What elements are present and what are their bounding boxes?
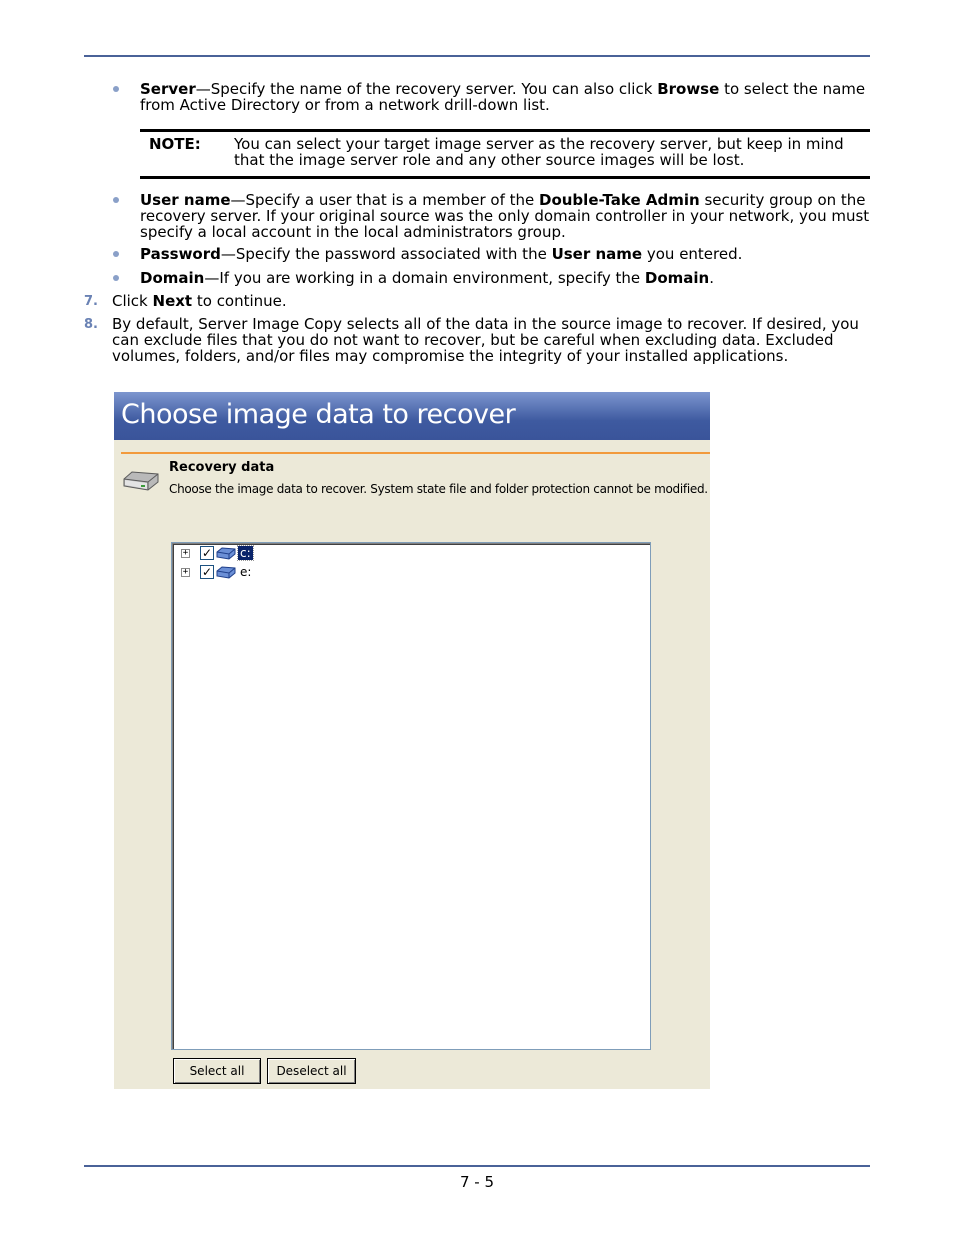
section-title: Recovery data: [169, 460, 275, 475]
page-number: 7 - 5: [459, 1173, 495, 1191]
tree-label[interactable]: e:: [240, 565, 252, 579]
drive-icon: [216, 566, 236, 583]
tree-label[interactable]: c:: [240, 546, 251, 560]
bullet-server: Server—Specify the name of the recovery server. You can also click Browse to select the name from Active Directory or from a network drill-down list.: [140, 80, 866, 114]
deselect-all-button[interactable]: Deselect all: [267, 1058, 356, 1084]
bullet-user-name: User name—Specify a user that is a member of the Double-Take Admin security group on the recovery server. If your original source was the only domain controller in your network, you must specify a local account in the local administrators group.: [140, 191, 870, 241]
hard-disk-icon: [122, 470, 160, 495]
bullet-password: Password—Specify the password associated with the User name you entered.: [140, 245, 743, 263]
wizard-header: [114, 392, 710, 440]
bullet-dot: [113, 251, 119, 257]
bullet-dot: [113, 197, 119, 203]
select-all-button[interactable]: Select all: [173, 1058, 261, 1084]
drive-icon: [216, 547, 236, 564]
section-description: Choose the image data to recover. System state file and folder protection cannot be modified.: [169, 482, 708, 496]
volume-checkbox[interactable]: ✓: [201, 565, 213, 579]
volume-checkbox[interactable]: ✓: [201, 546, 213, 560]
wizard-title: Choose image data to recover: [121, 399, 516, 430]
volume-tree[interactable]: [171, 542, 651, 1050]
section-divider: [121, 452, 710, 454]
recovery-data-screenshot: [114, 392, 710, 1089]
footer-rule: [84, 1165, 870, 1167]
tree-item-e[interactable]: [181, 564, 381, 582]
note-box: [140, 129, 870, 179]
step-number: 7.: [84, 294, 98, 309]
expand-icon[interactable]: +: [182, 567, 189, 577]
term: Server: [140, 80, 196, 98]
bullet-dot: [113, 86, 119, 92]
bullet-domain: Domain—If you are working in a domain environment, specify the Domain.: [140, 269, 714, 287]
step-number: 8.: [84, 317, 98, 332]
note-text: You can select your target image server as the recovery server, but keep in mind that the image server role and any other source images will be lost.: [234, 135, 844, 169]
note-label: NOTE:: [149, 135, 201, 153]
bullet-dot: [113, 275, 119, 281]
expand-icon[interactable]: +: [182, 548, 189, 558]
step-8: By default, Server Image Copy selects all of the data in the source image to recover. If desired, you can exclude files that you do not want to recover, but be careful when excluding data. Excluded volumes, folders, and/or files may compromise the integrity of your installed applications.: [112, 315, 859, 365]
tree-item-c[interactable]: [181, 545, 381, 563]
step-7: Click Next to continue.: [112, 292, 287, 310]
header-rule: [84, 55, 870, 57]
